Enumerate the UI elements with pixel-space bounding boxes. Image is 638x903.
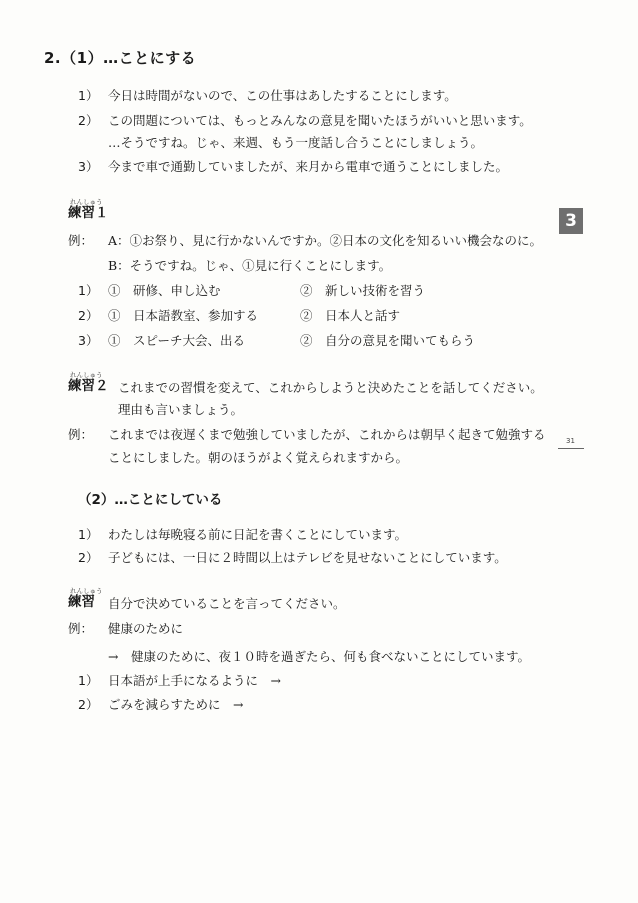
drill-cue-1: ① 日本語教室、参加する: [108, 308, 259, 323]
page-number-rule: [558, 448, 584, 449]
drill-number: 3）: [78, 333, 99, 348]
page-number: 31: [566, 437, 575, 445]
drill-cue-1: ① スピーチ大会、出る: [108, 333, 246, 348]
dialogue-line-b: B：そうですね。じゃ、①見に行くことにします。: [108, 258, 392, 273]
dialogue-line-a: A：①お祭り、見に行かないんですか。②日本の文化を知るいい機会なのに。: [108, 233, 543, 248]
example-sentence: わたしは毎晩寝る前に日記を書くことにしています。: [108, 527, 408, 542]
example-number: 1）: [78, 88, 99, 103]
example-number: 2）: [78, 113, 99, 128]
exercise-instruction: 自分で決めていることを言ってください。: [108, 596, 346, 611]
drill-number: 2）: [78, 308, 99, 323]
example-sentence: 今まで車で通勤していましたが、来月から電車で通うことにしました。: [108, 159, 509, 174]
example-number: 3）: [78, 159, 99, 174]
example-number: 2）: [78, 550, 99, 565]
example-sentence: 子どもには、一日に２時間以上はテレビを見せないことにしています。: [108, 550, 507, 565]
drill-number: 2）: [78, 697, 99, 712]
drill-prompt: 日本語が上手になるように →: [108, 673, 281, 688]
exercise-ruby: れんしゅう: [70, 587, 103, 595]
drill-cue-2: ② 自分の意見を聞いてもらう: [300, 333, 476, 348]
drill-cue-1: ① 研修、申し込む: [108, 283, 221, 298]
drill-number: 1）: [78, 673, 99, 688]
example-answer: → 健康のために、夜１０時を過ぎたら、何も食べないことにしています。: [108, 649, 530, 664]
drill-cue-2: ② 日本人と話す: [300, 308, 401, 323]
example-sentence: これまでは夜遅くまで勉強していましたが、これからは朝早く起きて勉強する: [108, 427, 546, 442]
exercise-ruby: れんしゅう: [70, 198, 103, 206]
section-heading: 2.（1）…ことにする: [44, 49, 197, 67]
drill-number: 1）: [78, 283, 99, 298]
exercise-label: 練習２: [68, 378, 109, 394]
example-prompt: 健康のために: [108, 621, 184, 636]
example-sentence: …そうですね。じゃ、来週、もう一度話し合うことにしましょう。: [108, 135, 484, 150]
example-label: 例：: [68, 427, 94, 442]
exercise-instruction: 理由も言いましょう。: [118, 402, 244, 417]
example-label: 例：: [68, 233, 94, 248]
example-number: 1）: [78, 527, 99, 542]
example-sentence: この問題については、もっとみんなの意見を聞いたほうがいいと思います。: [108, 113, 532, 128]
example-sentence: 今日は時間がないので、この仕事はあしたすることにします。: [108, 88, 457, 103]
exercise-ruby: れんしゅう: [70, 371, 103, 379]
exercise-instruction: これまでの習慣を変えて、これからしようと決めたことを話してください。: [118, 380, 543, 395]
drill-cue-2: ② 新しい技術を習う: [300, 283, 426, 298]
chapter-tab: 3: [559, 208, 583, 234]
exercise-label: 練習: [68, 594, 95, 610]
section-heading: （2）…ことにしている: [78, 492, 223, 508]
drill-prompt: ごみを減らすために →: [108, 697, 244, 712]
example-label: 例：: [68, 621, 94, 636]
example-sentence: ことにしました。朝のほうがよく覚えられますから。: [108, 450, 409, 465]
exercise-label: 練習１: [68, 205, 109, 221]
